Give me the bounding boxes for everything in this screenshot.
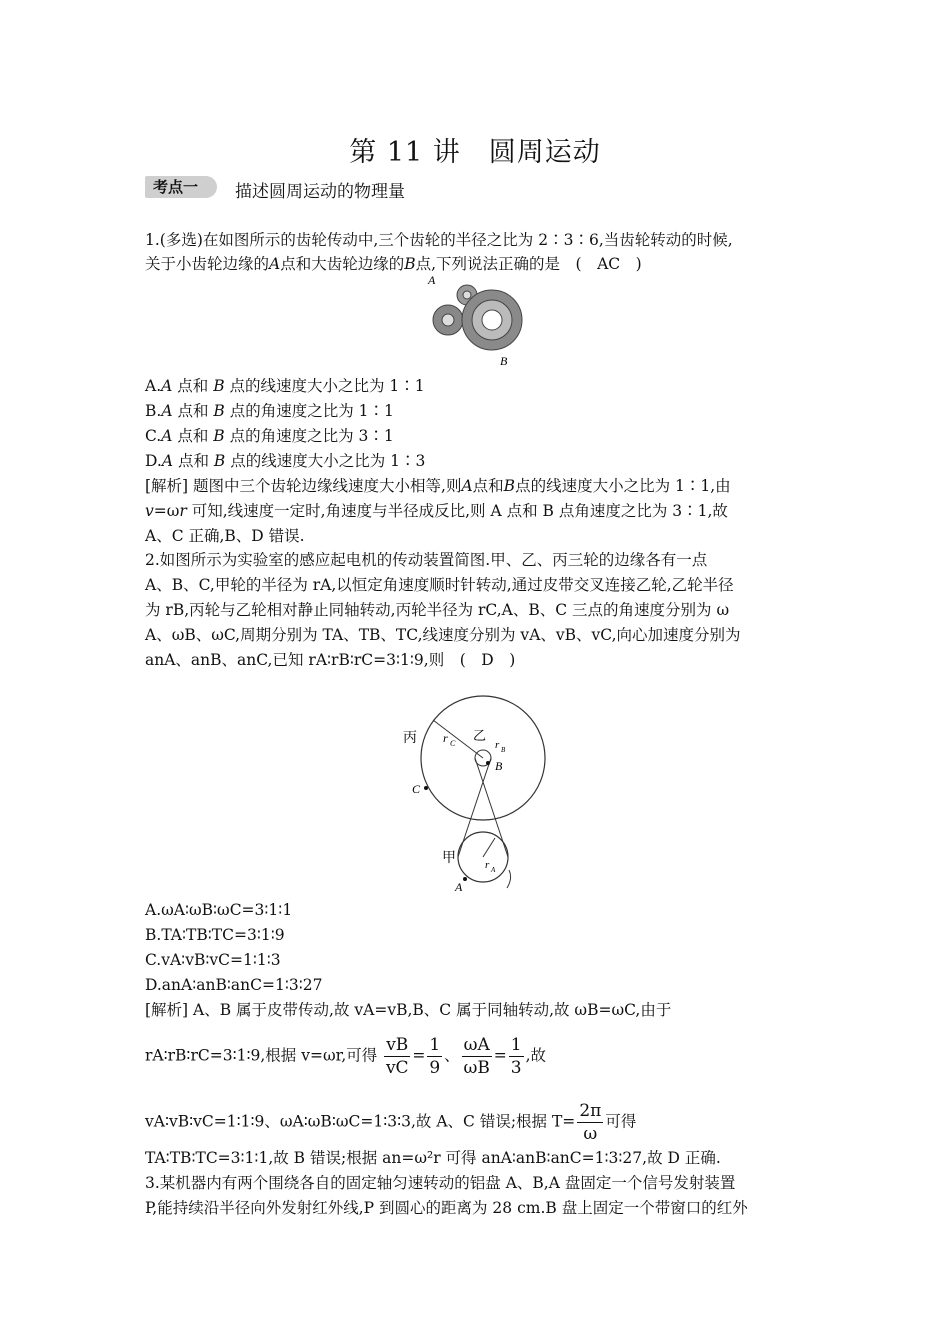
- gear-small: [433, 305, 463, 335]
- fig-label-A: A: [428, 273, 436, 287]
- q1-solution-line1: [解析] 题图中三个齿轮边缘线速度大小相等,则A点和B点的线速度大小之比为 1∶1,由: [145, 477, 731, 495]
- q1-solution-line2: v=ωr 可知,线速度一定时,角速度与半径成反比,则 A 点和 B 点角速度之比为 3∶1,故: [145, 502, 728, 520]
- q1-solution-line3: A、C 正确,B、D 错误.: [145, 527, 305, 545]
- fraction-1-9: $\frac{1}{9}$: [429, 1035, 441, 1078]
- q2-option-d: D.anA∶anB∶anC=1∶3∶27: [145, 976, 323, 994]
- q1-option-a: A.A 点和 B 点的线速度大小之比为 1∶1: [145, 377, 425, 395]
- label-rb: r: [495, 739, 500, 751]
- rotation-arrow: [507, 870, 511, 888]
- q2-stem-line4: A、ωB、ωC,周期分别为 TA、TB、TC,线速度分别为 vA、vB、vC,向心加速度分别为: [145, 626, 741, 644]
- belt-figure: [395, 690, 555, 895]
- label-yi: 乙: [473, 728, 487, 743]
- gear-figure: [420, 272, 530, 367]
- fig-label-B: B: [500, 354, 508, 367]
- q1-option-b: B.A 点和 B 点的角速度之比为 1∶1: [145, 402, 394, 420]
- q2-solution-line1: [解析] A、B 属于皮带传动,故 vA=vB,B、C 属于同轴转动,故 ωB=ωC,由于: [145, 1001, 672, 1019]
- belt-cross-2: [458, 758, 491, 857]
- q2-solution-line4: TA∶TB∶TC=3∶1∶1,故 B 错误;根据 an=ω²r 可得 anA∶anB∶anC=1∶3∶27,故 D 正确.: [145, 1149, 721, 1167]
- q1-stem-line2: 关于小齿轮边缘的A点和大齿轮边缘的B点,下列说法正确的是 ( AC ): [145, 255, 642, 273]
- q1-option-d: D.A 点和 B 点的线速度大小之比为 1∶3: [145, 452, 426, 470]
- section-badge: 考点一: [145, 176, 217, 198]
- point-C: [424, 786, 428, 790]
- label-jia: 甲: [442, 851, 456, 866]
- q3-stem-line1: 3.某机器内有两个围绕各自的固定轴匀速转动的铝盘 A、B,A 盘固定一个信号发射装置: [145, 1174, 736, 1192]
- fraction-vb-vc: $\frac{vB}{vC}$: [385, 1035, 409, 1078]
- point-B: [486, 761, 490, 765]
- q2-option-b: B.TA∶TB∶TC=3∶1∶9: [145, 926, 285, 944]
- q2-solution-line2: rA∶rB∶rC=3∶1∶9,根据 v=ωr,可得 $\frac{vB}{vC}$ = $\frac{1}{9}$ 、 $\frac{\omega A}{\omega B}$ = $\frac{1}{3}$ ,故: [145, 1035, 547, 1078]
- q3-stem-line2: P,能持续沿半径向外发射红外线,P 到圆心的距离为 28 cm.B 盘上固定一个带窗口的红外: [145, 1199, 748, 1217]
- q2-stem-line1: 2.如图所示为实验室的感应起电机的传动装置简图.甲、乙、丙三轮的边缘各有一点: [145, 551, 708, 569]
- radius-ra: [483, 838, 495, 857]
- fraction-wa-wb: $\frac{\omega A}{\omega B}$: [463, 1035, 490, 1078]
- q2-option-c: C.vA∶vB∶vC=1∶1∶3: [145, 951, 281, 969]
- q1-option-c: C.A 点和 B 点的角速度之比为 3∶1: [145, 427, 394, 445]
- fraction-1-3: $\frac{1}{3}$: [510, 1035, 522, 1078]
- belt-cross-1: [475, 758, 508, 857]
- label-ra: r: [485, 859, 490, 871]
- fraction-2pi-omega: $\frac{2\pi}{\omega}$: [579, 1101, 602, 1144]
- q2-stem-line3: 为 rB,丙轮与乙轮相对静止同轴转动,丙轮半径为 rC,A、B、C 三点的角速度分别为 ω: [145, 601, 730, 619]
- q2-stem-line2: A、B、C,甲轮的半径为 rA,以恒定角速度顺时针转动,通过皮带交叉连接乙轮,乙轮半径: [145, 576, 734, 594]
- label-C: C: [412, 782, 421, 796]
- label-ra-sub: A: [491, 866, 496, 874]
- q2-solution-line3: vA∶vB∶vC=1∶1∶9、ωA∶ωB∶ωC=1∶3∶3,故 A、C 错误;根据 T= $\frac{2\pi}{\omega}$ 可得: [145, 1101, 637, 1144]
- label-rc-sub: C: [450, 739, 456, 748]
- label-bing: 丙: [403, 731, 417, 746]
- q1-stem-line1: 1.(多选)在如图所示的齿轮传动中,三个齿轮的半径之比为 2∶3∶6,当齿轮转动的时候,: [145, 231, 733, 249]
- page-title: 第 11 讲 圆周运动: [349, 137, 601, 168]
- q1-answer: AC: [597, 255, 621, 273]
- q2-stem-line5: anA、anB、anC,已知 rA∶rB∶rC=3∶1∶9,则 ( D ): [145, 651, 516, 669]
- label-B: B: [495, 759, 503, 773]
- q2-option-a: A.ωA∶ωB∶ωC=3∶1∶1: [145, 901, 293, 919]
- section-title: 描述圆周运动的物理量: [235, 182, 405, 202]
- label-rc: r: [443, 731, 448, 745]
- gear-large: [462, 290, 522, 350]
- point-A: [463, 877, 467, 881]
- label-A: A: [455, 880, 463, 894]
- label-rb-sub: B: [501, 746, 506, 754]
